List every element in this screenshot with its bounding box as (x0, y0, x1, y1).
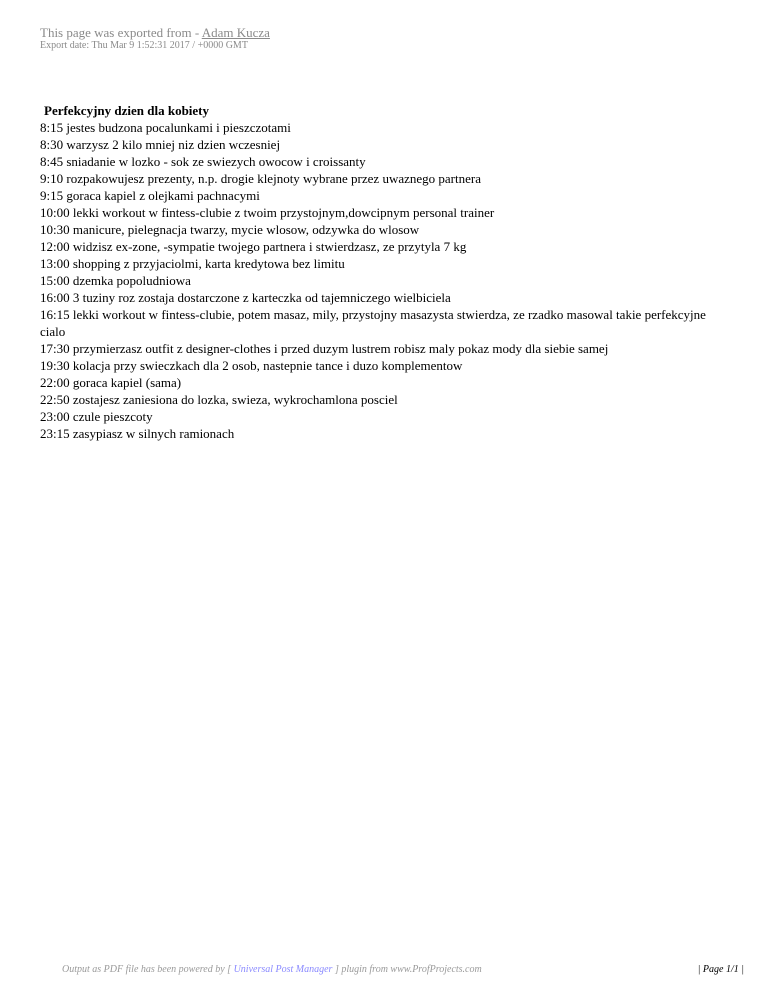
pdf-footer (0, 964, 768, 978)
schedule-list (40, 119, 730, 442)
schedule-entry: 12:00 widzisz ex-zone, -sympatie twojego partnera i stwierdzasz, ze przytyla 7 kg (40, 239, 467, 254)
schedule-entry: 23:15 zasypiasz w silnych ramionach (40, 426, 235, 441)
export-header (40, 25, 740, 51)
plugin-name-link[interactable]: Universal Post Manager (233, 964, 333, 975)
schedule-entry: 13:00 shopping z przyjaciolmi, karta kredytowa bez limitu (40, 256, 345, 271)
schedule-entry: 10:30 manicure, pielegnacja twarzy, mycie wlosow, odzywka do wlosow (40, 222, 420, 237)
document-title: Perfekcyjny dzien dla kobiety (44, 103, 210, 118)
export-source-line (40, 25, 740, 40)
schedule-entry: 16:00 3 tuziny roz zostaja dostarczone z karteczka od tajemniczego wielbiciela (40, 290, 451, 305)
schedule-entry: 8:45 sniadanie w lozko - sok ze swiezych owocow i croissanty (40, 154, 366, 169)
schedule-entry: 15:00 dzemka popoludniowa (40, 273, 191, 288)
schedule-entry: 17:30 przymierzasz outfit z designer-clothes i przed duzym lustrem robisz maly pokaz mody dla siebie samej (40, 341, 609, 356)
schedule-entry: 16:15 lekki workout w fintess-clubie, potem masaz, mily, przystojny masazysta stwierdza, ze rzadko masowal takie perfekcyjne cialo (40, 307, 706, 339)
export-prefix: This page was exported from - (40, 25, 202, 40)
author-link[interactable]: Adam Kucza (201, 25, 270, 40)
schedule-entry: 23:00 czule pieszcoty (40, 409, 153, 424)
page-indicator: | Page 1/1 | (697, 964, 744, 975)
powered-prefix: Output as PDF file has been powered by [ (62, 964, 234, 975)
schedule-entry: 22:00 goraca kapiel (sama) (40, 375, 182, 390)
export-date: Export date: Thu Mar 9 1:52:31 2017 / +0000 GMT (40, 40, 248, 51)
schedule-entry: 22:50 zostajesz zaniesiona do lozka, swieza, wykrochamlona posciel (40, 392, 398, 407)
schedule-entry: 8:15 jestes budzona pocalunkami i pieszczotami (40, 120, 291, 135)
schedule-entry: 19:30 kolacja przy swieczkach dla 2 osob, nastepnie tance i duzo komplementow (40, 358, 463, 373)
document-content (40, 102, 730, 442)
schedule-entry: 9:10 rozpakowujesz prezenty, n.p. drogie klejnoty wybrane przez uwaznego partnera (40, 171, 481, 186)
schedule-entry: 10:00 lekki workout w fintess-clubie z twoim przystojnym,dowcipnym personal trainer (40, 205, 495, 220)
schedule-entry: 8:30 warzysz 2 kilo mniej niz dzien wczesniej (40, 137, 281, 152)
schedule-entry: 9:15 goraca kapiel z olejkami pachnacymi (40, 188, 260, 203)
powered-suffix: ] plugin from www.ProfProjects.com (332, 964, 482, 975)
powered-by-note (62, 964, 482, 975)
